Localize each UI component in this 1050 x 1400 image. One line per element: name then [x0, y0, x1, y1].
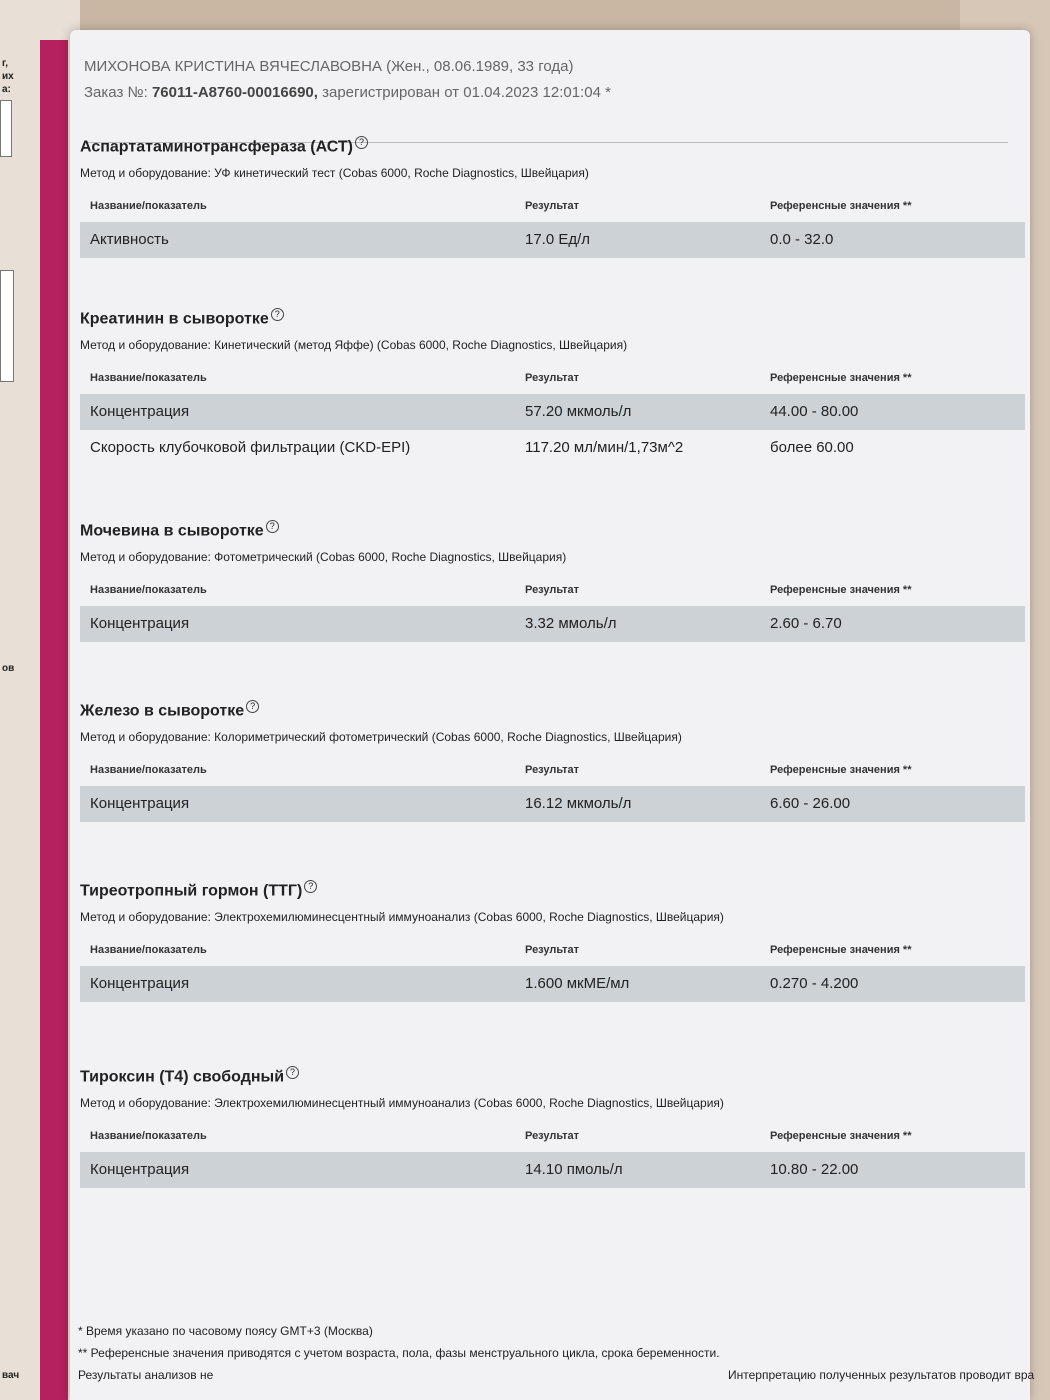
background-text-fragment: ов [2, 663, 15, 674]
section-title [80, 136, 1025, 158]
order-registration: зарегистрирован от 01.04.2023 12:01:04 * [317, 84, 611, 101]
row-result: 16.12 мкмоль/л [525, 795, 632, 812]
column-header-result: Результат [525, 372, 580, 384]
row-reference: 0.0 - 32.0 [770, 231, 834, 248]
row-result: 14.10 пмоль/л [525, 1161, 623, 1178]
column-header-name: Название/показатель [90, 200, 207, 212]
question-circle-icon[interactable]: ? [271, 308, 284, 321]
question-circle-icon[interactable]: ? [304, 880, 317, 893]
section-title [80, 308, 1025, 330]
test-section-ast [80, 136, 1025, 258]
column-header-result: Результат [525, 1130, 580, 1142]
column-header-reference: Референсные значения ** [770, 1130, 912, 1142]
background-left-document [0, 0, 80, 1400]
background-box [0, 270, 14, 382]
column-header-name: Название/показатель [90, 764, 207, 776]
section-title-text: Тиреотропный гормон (ТТГ) [80, 882, 303, 900]
column-header-name: Название/показатель [90, 372, 207, 384]
order-info [84, 80, 611, 106]
footnotes [78, 1320, 1035, 1386]
row-name: Концентрация [90, 795, 190, 812]
section-method: Метод и оборудование: Электрохемилюминесцентный иммуноанализ (Cobas 6000, Roche Diagnostics, Швейцария) [80, 910, 724, 924]
footnote-interpretation-fragment: Интерпретацию полученных результатов проводит вра [728, 1368, 1035, 1382]
background-text-fragment: а: [2, 84, 11, 95]
section-title-text: Тироксин (Т4) свободный [80, 1068, 285, 1086]
table-row [80, 222, 1025, 258]
row-name: Активность [90, 231, 169, 248]
section-method: Метод и оборудование: УФ кинетический тест (Cobas 6000, Roche Diagnostics, Швейцария) [80, 166, 589, 180]
column-header-name: Название/показатель [90, 584, 207, 596]
background-text-fragment: их [2, 71, 14, 82]
column-header-result: Результат [525, 200, 580, 212]
section-title [80, 1066, 1025, 1088]
row-name: Концентрация [90, 975, 190, 992]
footnote-results-fragment: Результаты анализов не [78, 1368, 214, 1382]
row-name: Концентрация [90, 403, 190, 420]
row-reference: 6.60 - 26.00 [770, 795, 851, 812]
patient-info: МИХОНОВА КРИСТИНА ВЯЧЕСЛАВОВНА (Жен., 08.06.1989, 33 года) [84, 58, 574, 75]
background-text-fragment: г, [2, 58, 9, 69]
test-section-urea [80, 520, 1025, 642]
section-title-text: Мочевина в сыворотке [80, 522, 264, 540]
section-title-text: Креатинин в сыворотке [80, 310, 269, 328]
row-reference: 2.60 - 6.70 [770, 615, 842, 632]
column-header-reference: Референсные значения ** [770, 200, 912, 212]
column-header-reference: Референсные значения ** [770, 764, 912, 776]
question-circle-icon[interactable]: ? [286, 1066, 299, 1079]
section-title-text: Железо в сыворотке [80, 702, 245, 720]
row-result: 57.20 мкмоль/л [525, 403, 632, 420]
section-title-text: Аспартатаминотрансфераза (АСТ) [80, 138, 353, 156]
column-header-result: Результат [525, 584, 580, 596]
section-title [80, 520, 1025, 542]
table-header [80, 364, 1025, 394]
section-title [80, 880, 1025, 902]
row-reference: более 60.00 [770, 439, 854, 456]
row-result: 117.20 мл/мин/1,73м^2 [525, 439, 684, 456]
table-header [80, 192, 1025, 222]
report-header [84, 54, 611, 106]
background-text-fragment: вач [2, 1370, 20, 1381]
test-section-free-t4 [80, 1066, 1025, 1188]
row-result: 1.600 мкМЕ/мл [525, 975, 630, 992]
column-header-reference: Референсные значения ** [770, 584, 912, 596]
table-header [80, 756, 1025, 786]
order-prefix: Заказ №: [84, 84, 152, 101]
table-row [80, 606, 1025, 642]
row-reference: 10.80 - 22.00 [770, 1161, 859, 1178]
table-row [80, 1152, 1025, 1188]
table-header [80, 1122, 1025, 1152]
row-reference: 44.00 - 80.00 [770, 403, 859, 420]
column-header-reference: Референсные значения ** [770, 372, 912, 384]
table-row [80, 430, 1025, 466]
test-section-iron [80, 700, 1025, 822]
column-header-name: Название/показатель [90, 1130, 207, 1142]
order-number: 76011-A8760-00016690, [151, 84, 318, 101]
table-row [80, 966, 1025, 1002]
magenta-folder-edge [40, 40, 68, 1400]
section-method: Метод и оборудование: Колориметрический фотометрический (Cobas 6000, Roche Diagnostics, Швейцария) [80, 730, 682, 744]
question-circle-icon[interactable]: ? [246, 700, 259, 713]
footnote-reference: ** Референсные значения приводятся с учетом возраста, пола, фазы менструального цикла, срока беременности. [78, 1346, 720, 1360]
test-section-creatinine [80, 308, 1025, 466]
test-section-tsh [80, 880, 1025, 1002]
row-result: 3.32 ммоль/л [525, 615, 617, 632]
row-result: 17.0 Ед/л [525, 231, 591, 248]
question-circle-icon[interactable]: ? [266, 520, 279, 533]
column-header-result: Результат [525, 944, 580, 956]
section-method: Метод и оборудование: Фотометрический (Cobas 6000, Roche Diagnostics, Швейцария) [80, 550, 567, 564]
row-name: Скорость клубочковой фильтрации (CKD-EPI) [90, 439, 411, 456]
row-name: Концентрация [90, 615, 190, 632]
table-header [80, 936, 1025, 966]
section-method: Метод и оборудование: Электрохемилюминесцентный иммуноанализ (Cobas 6000, Roche Diagnostics, Швейцария) [80, 1096, 724, 1110]
column-header-name: Название/показатель [90, 944, 207, 956]
table-header [80, 576, 1025, 606]
lab-report-sheet [70, 30, 1035, 1400]
question-circle-icon[interactable]: ? [355, 136, 368, 149]
background-box [0, 100, 12, 157]
row-name: Концентрация [90, 1161, 190, 1178]
section-method: Метод и оборудование: Кинетический (метод Яффе) (Cobas 6000, Roche Diagnostics, Швейцария) [80, 338, 628, 352]
section-title [80, 700, 1025, 722]
column-header-result: Результат [525, 764, 580, 776]
column-header-reference: Референсные значения ** [770, 944, 912, 956]
footnote-time: * Время указано по часовому поясу GMT+3 (Москва) [78, 1324, 373, 1338]
table-row [80, 786, 1025, 822]
row-reference: 0.270 - 4.200 [770, 975, 859, 992]
table-row [80, 394, 1025, 430]
